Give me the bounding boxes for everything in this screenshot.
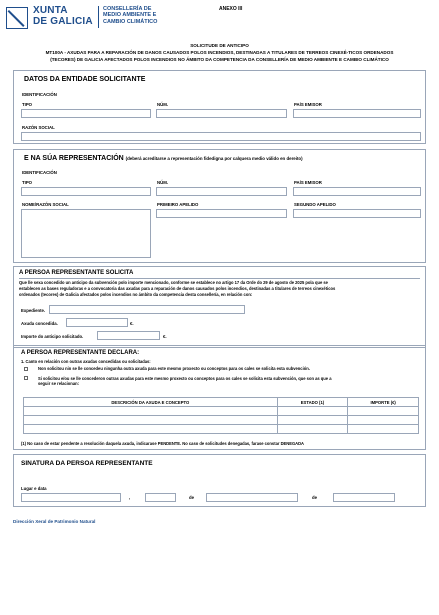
rep-pais-field[interactable] (293, 187, 421, 196)
rep-pais-label: PAÍS EMISOR (294, 180, 322, 185)
pais-field[interactable] (293, 109, 421, 118)
aid-col-importe: IMPORTE (€) (348, 398, 419, 407)
rep-num-field[interactable] (156, 187, 287, 196)
logo-line-2: DE GALICIA (33, 16, 93, 27)
conselleria-line-3: CAMBIO CLIMÁTICO (103, 18, 158, 25)
rep-ap1-field[interactable] (156, 209, 287, 218)
request-body-3: ordenados (tecores) de Galicia afectados polos incendios no ámbito da competencia desta consellería, en relación con: (19, 292, 253, 297)
num-label: NÚM. (157, 102, 168, 107)
logo-divider (98, 6, 99, 28)
logo-conselleria (103, 6, 157, 25)
option-b-checkbox[interactable] (24, 376, 28, 380)
month-field[interactable] (206, 493, 298, 502)
aid-table (23, 397, 419, 434)
table-row (24, 425, 419, 434)
rep-nome-field[interactable] (21, 209, 151, 258)
importe-euro: €. (163, 334, 167, 339)
option-a-checkbox[interactable] (24, 367, 28, 371)
request-body-2: establecen as bases reguladoras e a convocatoria das axudas para a reparación de danos causados polos incendios, destinadas a titulares de terreos cinexéticos (19, 286, 336, 291)
table-row (24, 416, 419, 425)
doc-subtitle-1: MT100A - AXUDAS PARA A REPARACIÓN DE DANOS CAUSADOS POLOS INCENDIOS, DESTINADAS A TITULARES DE TERREOS CINEXÉ-TICOS ORDENADOS (45, 50, 394, 55)
table-cell[interactable] (348, 407, 419, 416)
table-cell[interactable] (348, 425, 419, 434)
axuda-euro: €. (130, 321, 134, 326)
aid-table-header (24, 398, 419, 407)
conselleria-line-2: MEDIO AMBIENTE E (103, 12, 157, 19)
rep-tipo-field[interactable] (21, 187, 151, 196)
option-b-text-2: seguir se relacionan: (38, 381, 79, 386)
section-signature-heading: SINATURA DA PERSOA REPRESENTANTE (21, 460, 153, 467)
rep-nome-label: NOME/RAZÓN SOCIAL (22, 202, 69, 207)
razon-field[interactable] (21, 132, 421, 141)
ident-label: IDENTIFICACIÓN (22, 92, 57, 97)
expediente-field[interactable] (49, 305, 245, 314)
section-signature (13, 454, 426, 507)
tipo-field[interactable] (21, 109, 151, 118)
date-comma: , (129, 495, 131, 500)
rep-num-label: NÚM. (157, 180, 168, 185)
tipo-label: TIPO (22, 102, 33, 107)
request-heading-divider (19, 278, 420, 279)
num-field[interactable] (156, 109, 287, 118)
section-request (13, 266, 426, 348)
de-label-1: de (189, 495, 195, 500)
rep-ident-label: IDENTIFICACIÓN (22, 170, 57, 175)
day-field[interactable] (145, 493, 176, 502)
axuda-field[interactable] (66, 318, 128, 327)
section-request-heading: A PERSOA REPRESENTANTE SOLICITA (19, 270, 134, 276)
pais-label: PAÍS EMISOR (294, 102, 322, 107)
logo-line-1: XUNTA (33, 5, 68, 16)
conselleria-line-1: CONSELLERÍA DE (103, 6, 152, 12)
lugar-label: Lugar e data (21, 486, 47, 491)
expediente-label: Expediente. (21, 308, 46, 313)
declares-item-1: 1. Canto en relación con outras axudas concedidas ou solicitadas: (21, 359, 151, 364)
importe-label: Importe do anticipo solicitado. (21, 334, 84, 339)
xunta-logo-icon (6, 7, 28, 29)
section-representative (13, 149, 426, 263)
declares-footnote: (1) No caso de estar pendente a resolución daquela axuda, indicarase PENDENTE. No caso de solicitudes denegadas, farase constar DENEGADA (21, 441, 305, 446)
de-label-2: de (312, 495, 318, 500)
rep-tipo-label: TIPO (22, 180, 33, 185)
table-cell[interactable] (24, 425, 278, 434)
rep-ap2-label: SEGUNDO APELIDO (294, 202, 336, 207)
razon-label: RAZÓN SOCIAL (22, 125, 55, 130)
axuda-label: Axuda concedida. (21, 321, 58, 326)
table-row (24, 407, 419, 416)
doc-subtitle-2: (TECORES) DE GALICIA AFECTADOS POLOS INCENDIOS NO ÁMBITO DA COMPETENCIA DA CONSELLERÍA DE MEDIO AMBIENTE E CAMBIO CLIMÁTICO (50, 57, 389, 62)
lugar-field[interactable] (21, 493, 121, 502)
logo-xunta-text (33, 5, 93, 27)
doc-title: SOLICITUDE DE ANTICIPO (190, 43, 249, 48)
footer-org: Dirección Xeral de Patrimonio Natural (13, 519, 96, 524)
section-entity-heading: DATOS DA ENTIDADE SOLICITANTE (24, 76, 146, 83)
aid-col-description: DESCRICIÓN DA AXUDA E CONCEPTO (24, 398, 278, 407)
table-cell[interactable] (277, 407, 348, 416)
importe-field[interactable] (97, 331, 160, 340)
rep-ap1-label: PRIMEIRO APELIDO (157, 202, 199, 207)
aid-col-estado: ESTADO (1) (277, 398, 348, 407)
annex-label: ANEXO III (219, 6, 243, 12)
section-entity (13, 70, 426, 144)
year-field[interactable] (333, 493, 395, 502)
section-representative-heading (24, 155, 303, 162)
table-cell[interactable] (277, 425, 348, 434)
table-cell[interactable] (24, 416, 278, 425)
section-declares (13, 345, 426, 450)
rep-ap2-field[interactable] (293, 209, 421, 218)
request-body-1: Que lle sexa concedido un anticipo da subvención polo importe mencionado, conforme se establece no artigo 17 da Orde do 29 de agosto de 2025 pola que se (19, 280, 328, 285)
table-cell[interactable] (277, 416, 348, 425)
section-declares-heading: A PERSOA REPRESENTANTE DECLARA: (21, 350, 140, 356)
table-cell[interactable] (24, 407, 278, 416)
option-b-text-1: Si solicitou e/ou se lle concederon outras axudas para este mesmo proxecto ou conceptos para os cales se solicita esta subvención, que son as que a (38, 376, 332, 381)
rep-heading-text: E NA SÚA REPRESENTACIÓN (24, 155, 124, 162)
option-a-text: Non solicitou nin se lle concedeu ningunha outra axuda para este mesmo proxecto ou conceptos para os cales se solicita esta subvención. (38, 366, 310, 371)
table-cell[interactable] (348, 416, 419, 425)
rep-heading-note: (deberá acreditarse a representación fidedigna por calquera medio válido en dereito) (125, 156, 303, 161)
